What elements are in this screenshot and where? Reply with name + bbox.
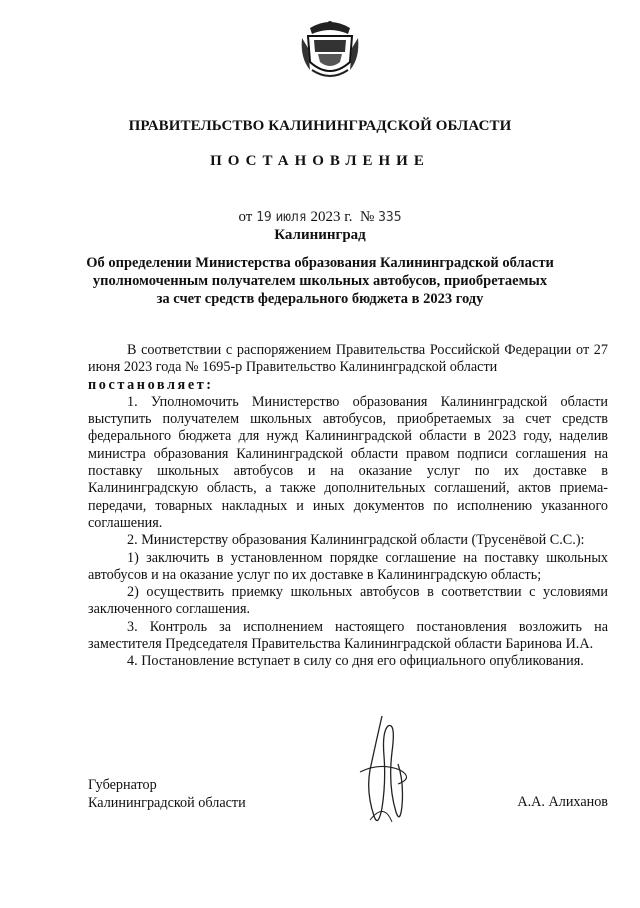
document-title [0, 254, 640, 308]
date-year: 2023 г. [310, 209, 353, 225]
decree-word: постановляет: [88, 376, 214, 393]
paragraph-2-2: 2) осуществить приемку школьных автобусов в соответствии с условиями заключенного соглашения. [88, 584, 608, 618]
date-prefix: от [238, 209, 253, 225]
number-label: № [360, 209, 375, 225]
document-type: ПОСТАНОВЛЕНИЕ [210, 153, 430, 169]
signatory-position [88, 776, 246, 812]
title-line-2: уполномоченным получателем школьных автобусов, приобретаемых [92, 273, 548, 289]
signatory-name: А.А. Алиханов [517, 794, 608, 810]
title-line-3: за счет средств федерального бюджета в 2023 году [156, 291, 484, 307]
coat-of-arms-icon [300, 18, 360, 84]
intro-paragraph: В соответствии с распоряжением Правительства Российской Федерации от 27 июня 2023 года № 1695-р Правительство Калининградской области [88, 342, 608, 376]
position-line-1: Губернатор [88, 777, 157, 793]
signature [340, 712, 430, 832]
date-number-line [0, 209, 640, 226]
paragraph-4: 4. Постановление вступает в силу со дня его официального опубликования. [127, 653, 584, 670]
paragraph-2: 2. Министерству образования Калининградской области (Трусенёвой С.С.): [127, 532, 585, 549]
number-value: 335 [378, 210, 402, 225]
title-line-1: Об определении Министерства образования Калининградской области [86, 255, 554, 271]
date-day: 19 [256, 210, 272, 225]
paragraph-1: 1. Уполномочить Министерство образования Калининградской области выступить получателем школьных автобусов, приобретаемых за счет средств федерального бюджета для нужд Калининградской области в 2023 году, наделив министра образования Калининградской области правом подписи соглашения на поставку школьных автобусов и на оказание услуг по их доставке в Калининградскую область, а также дополнительных соглашений, актов приема-передачи, товарных накладных и иных документов по исполнению указанного соглашения. [88, 393, 608, 531]
government-title: ПРАВИТЕЛЬСТВО КАЛИНИНГРАДСКОЙ ОБЛАСТИ [128, 118, 512, 134]
paragraph-3: 3. Контроль за исполнением настоящего постановления возложить на заместителя Председателя Правительства Калининградской области Баринова И.А. [88, 618, 608, 653]
position-line-2: Калининградской области [88, 795, 246, 811]
document-body [88, 342, 608, 671]
city: Калининград [274, 227, 366, 243]
paragraph-2-1: 1) заключить в установленном порядке соглашение на поставку школьных автобусов и на оказание услуг по их доставке в Калининградскую область; [88, 549, 608, 583]
date-month: июля [275, 210, 307, 225]
